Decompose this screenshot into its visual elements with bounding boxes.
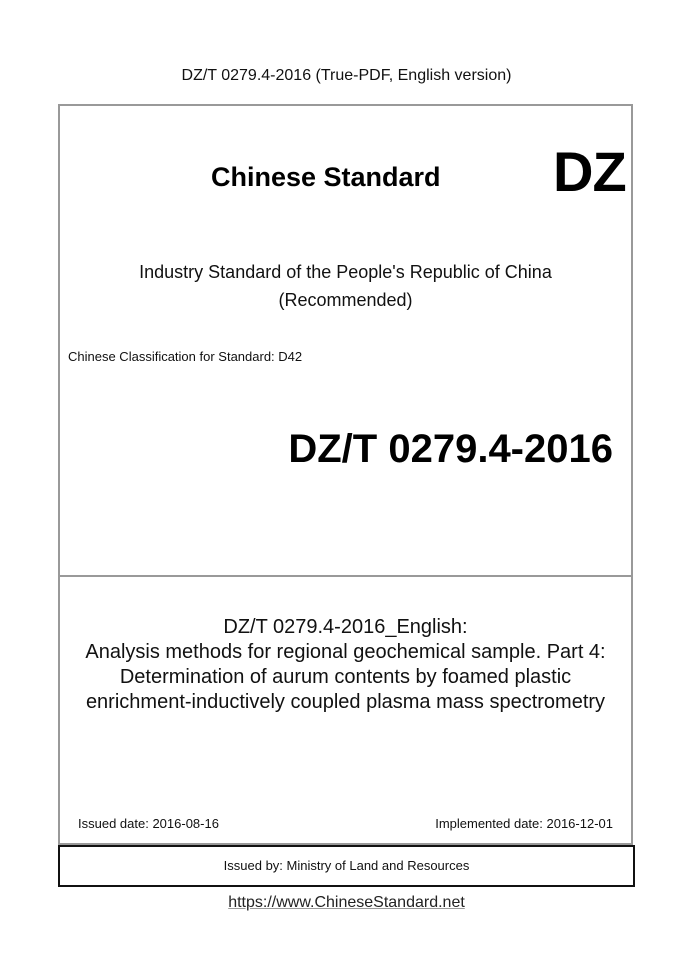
title-line: enrichment-inductively coupled plasma mass spectrometry xyxy=(85,691,606,713)
title-line: DZ/T 0279.4-2016_English: xyxy=(223,616,468,638)
section-divider xyxy=(60,575,631,577)
title-line: Analysis methods for regional geochemical sample. Part 4: xyxy=(85,641,606,663)
implemented-date: Implemented date: 2016-12-01 xyxy=(435,816,613,831)
industry-line-1: Industry Standard of the People's Republic of China xyxy=(139,262,552,282)
website-link[interactable]: https://www.ChineseStandard.net xyxy=(228,894,465,911)
brand-title: Chinese Standard xyxy=(211,162,441,192)
document-title xyxy=(60,615,631,715)
issued-date: Issued date: 2016-08-16 xyxy=(78,816,219,831)
standard-number: DZ/T 0279.4-2016 xyxy=(288,427,613,471)
cover-top-section xyxy=(60,106,631,576)
brand-code: DZ xyxy=(553,140,626,203)
document-header: DZ/T 0279.4-2016 (True-PDF, English version) xyxy=(181,67,512,84)
cover-box xyxy=(58,104,633,845)
issued-by-text: Issued by: Ministry of Land and Resources xyxy=(223,858,470,873)
industry-standard-heading xyxy=(60,258,631,314)
title-line: Determination of aurum contents by foamed plastic xyxy=(119,666,572,688)
footer xyxy=(0,893,693,913)
industry-line-2: (Recommended) xyxy=(278,290,413,310)
classification-code: Chinese Classification for Standard: D42 xyxy=(68,349,303,364)
issued-by-box xyxy=(58,845,635,887)
